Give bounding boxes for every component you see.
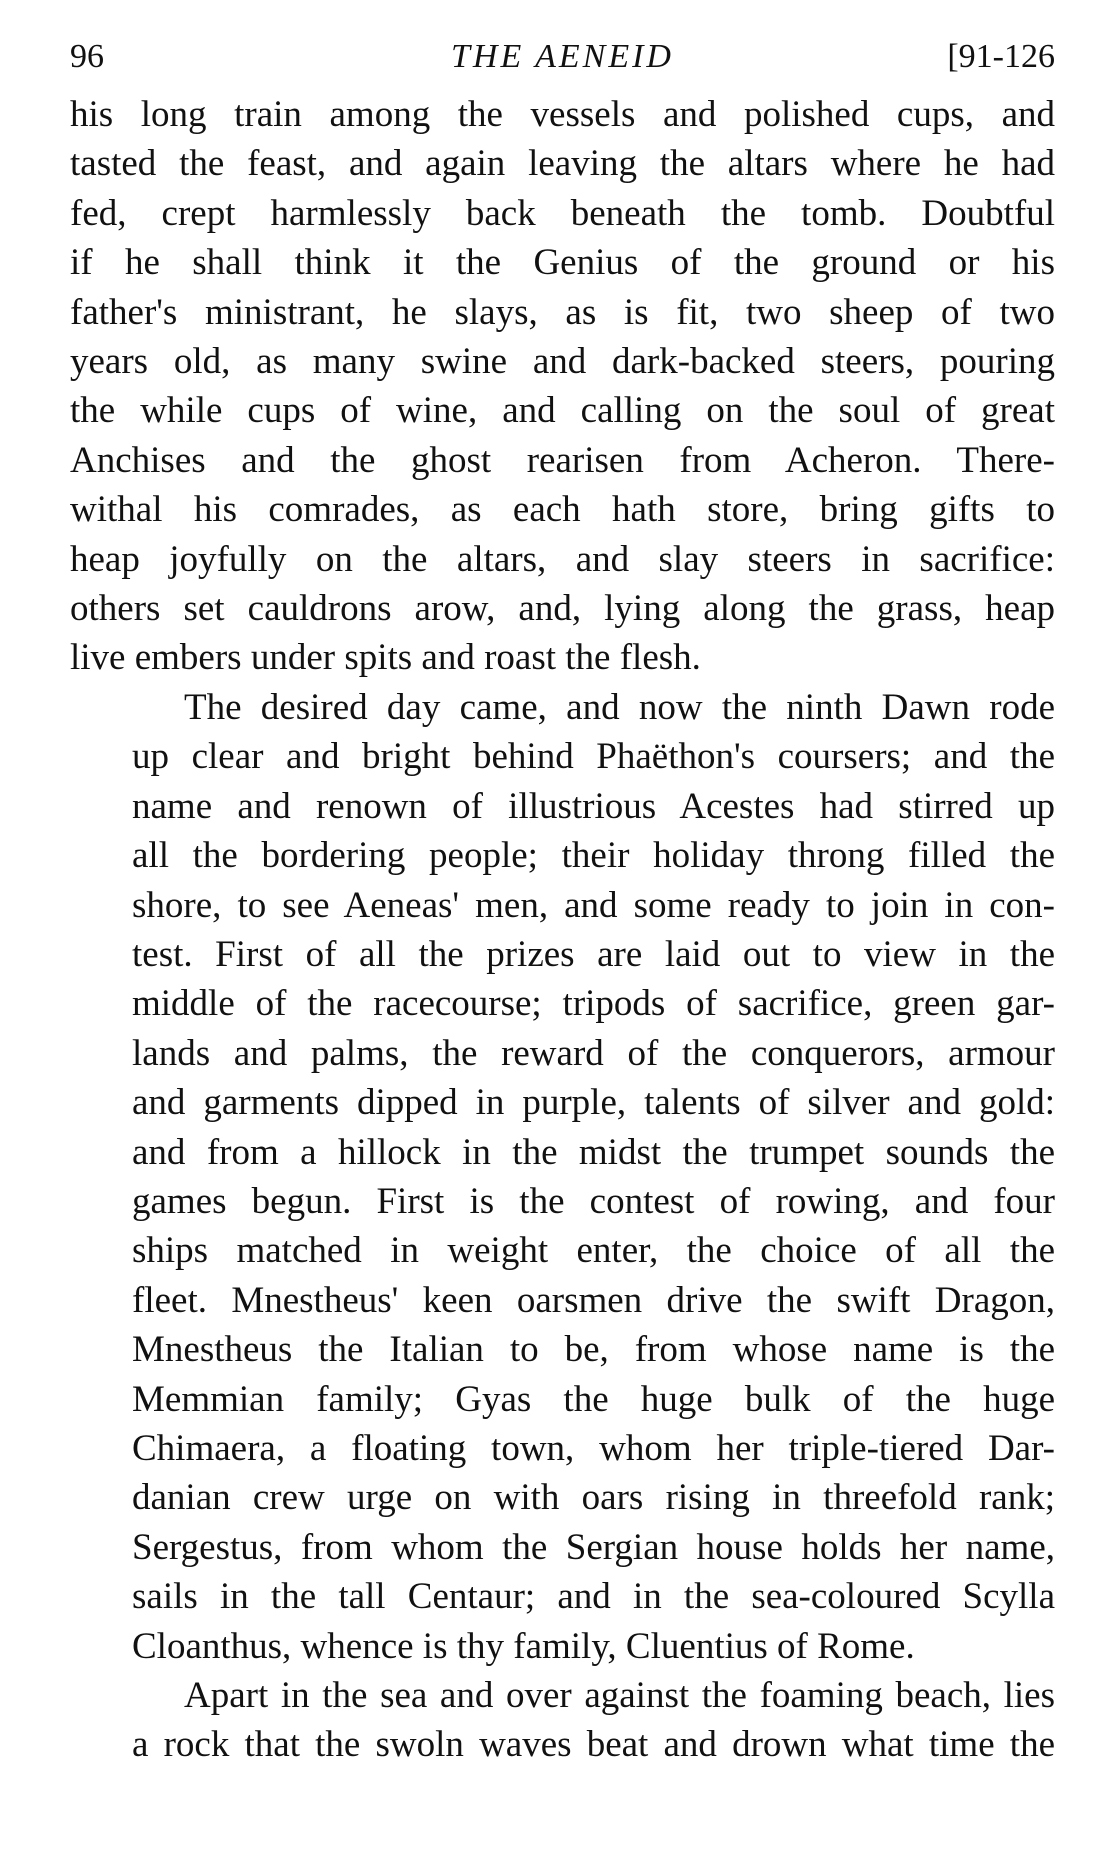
text-line: his long train among the vessels and polished cups, and xyxy=(70,94,1055,135)
line-range: [91-126 xyxy=(947,38,1055,75)
text-line: Sergestus, from whom the Sergian house holds her name, xyxy=(132,1526,1055,1568)
text-line: the while cups of wine, and calling on the soul of great xyxy=(70,390,1055,432)
text-line: heap joyfully on the altars, and slay steers in sacrifice: xyxy=(70,538,1055,580)
text-line: The desired day came, and now the ninth Dawn rode xyxy=(184,686,1055,728)
text-line: danian crew urge on with oars rising in threefold rank; xyxy=(132,1477,1055,1519)
paragraph xyxy=(70,90,1055,683)
text-line: if he shall think it the Genius of the ground or his xyxy=(70,242,1055,284)
text-line: up clear and bright behind Phaëthon's coursers; and the xyxy=(132,736,1055,778)
text-line: games begun. First is the contest of rowing, and four xyxy=(132,1180,1055,1222)
body-text xyxy=(70,90,1055,1770)
text-line: Anchises and the ghost rearisen from Acheron. There- xyxy=(70,439,1055,481)
text-line: live embers under spits and roast the flesh. xyxy=(70,637,701,679)
text-line: fed, crept harmlessly back beneath the tomb. Doubtful xyxy=(70,192,1055,234)
text-line: and from a hillock in the midst the trumpet sounds the xyxy=(132,1131,1055,1173)
text-line: Apart in the sea and over against the foaming beach, lies xyxy=(184,1675,1055,1716)
text-line: others set cauldrons arow, and, lying along the grass, heap xyxy=(70,588,1055,630)
text-line: tasted the feast, and again leaving the altars where he had xyxy=(70,143,1055,185)
text-line: withal his comrades, as each hath store, bring gifts to xyxy=(70,489,1055,531)
page-number: 96 xyxy=(70,38,104,75)
text-line: name and renown of illustrious Acestes had stirred up xyxy=(132,785,1055,827)
text-line: sails in the tall Centaur; and in the sea-coloured Scylla xyxy=(132,1576,1055,1618)
book-title: THE AENEID xyxy=(451,38,674,75)
text-line: test. First of all the prizes are laid out to view in the xyxy=(132,933,1055,975)
text-line: a rock that the swoln waves beat and drown what time the xyxy=(132,1724,1055,1766)
text-line: fleet. Mnestheus' keen oarsmen drive the swift Dragon, xyxy=(132,1279,1055,1321)
text-line: Memmian family; Gyas the huge bulk of the huge xyxy=(132,1378,1055,1420)
text-line: middle of the racecourse; tripods of sacrifice, green gar- xyxy=(132,983,1055,1025)
text-line: Mnestheus the Italian to be, from whose name is the xyxy=(132,1329,1055,1371)
text-line: shore, to see Aeneas' men, and some ready to join in con- xyxy=(132,884,1055,926)
paragraph xyxy=(70,683,1055,1671)
book-page xyxy=(70,34,1055,1770)
text-line: and garments dipped in purple, talents of silver and gold: xyxy=(132,1082,1055,1124)
text-line: Cloanthus, whence is thy family, Cluentius of Rome. xyxy=(132,1625,915,1667)
text-line: years old, as many swine and dark-backed steers, pouring xyxy=(70,341,1055,383)
text-line: lands and palms, the reward of the conquerors, armour xyxy=(132,1032,1055,1074)
running-header xyxy=(70,34,1055,90)
text-line: all the bordering people; their holiday throng filled the xyxy=(132,835,1055,877)
text-line: ships matched in weight enter, the choice of all the xyxy=(132,1230,1055,1272)
text-line: father's ministrant, he slays, as is fit, two sheep of two xyxy=(70,291,1055,333)
paragraph xyxy=(70,1671,1055,1770)
text-line: Chimaera, a floating town, whom her triple-tiered Dar- xyxy=(132,1427,1055,1469)
